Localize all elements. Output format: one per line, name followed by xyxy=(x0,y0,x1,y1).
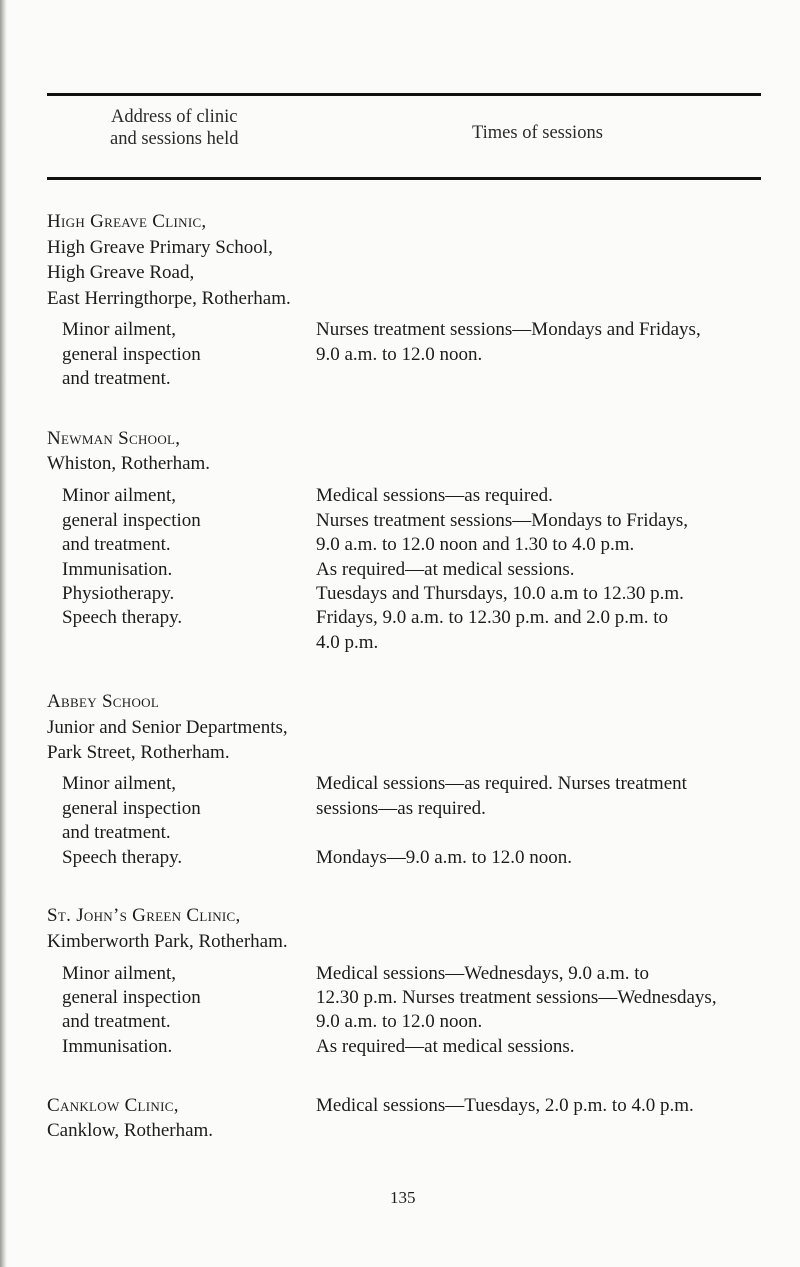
clinic-service-line: Minor ailment, xyxy=(62,485,176,506)
header-address-column xyxy=(110,106,238,150)
clinic-name: Newman School, xyxy=(47,428,181,449)
session-time-line: Tuesdays and Thursdays, 10.0 a.m to 12.30 p.m. xyxy=(316,583,684,604)
clinic-service-line: and treatment. xyxy=(62,822,171,843)
clinic-service-line: Speech therapy. xyxy=(62,847,183,868)
header-times-column: Times of sessions xyxy=(472,123,603,143)
session-time-line: Mondays—9.0 a.m. to 12.0 noon. xyxy=(316,847,572,868)
session-time-line: 9.0 a.m. to 12.0 noon and 1.30 to 4.0 p.m. xyxy=(316,534,635,555)
session-time-line: Medical sessions—Tuesdays, 2.0 p.m. to 4.0 p.m. xyxy=(316,1095,694,1116)
clinic-service-line: Speech therapy. xyxy=(62,607,183,628)
session-time-line: 12.30 p.m. Nurses treatment sessions—Wednesdays, xyxy=(316,987,717,1008)
clinic-address-line: High Greave Road, xyxy=(47,262,195,283)
session-time-line: 9.0 a.m. to 12.0 noon. xyxy=(316,344,483,365)
clinic-service-line: general inspection xyxy=(62,344,201,365)
clinic-service-line: Immunisation. xyxy=(62,559,173,580)
clinic-address-line: Whiston, Rotherham. xyxy=(47,453,211,474)
session-time-line: As required—at medical sessions. xyxy=(316,559,575,580)
session-time-line: Medical sessions—as required. Nurses treatment xyxy=(316,773,687,794)
clinic-service-line: Minor ailment, xyxy=(62,319,176,340)
clinic-service-line: and treatment. xyxy=(62,368,171,389)
session-time-line: 9.0 a.m. to 12.0 noon. xyxy=(316,1011,483,1032)
header-top-rule xyxy=(47,93,761,96)
clinic-service-line: Physiotherapy. xyxy=(62,583,175,604)
clinic-service-line: Immunisation. xyxy=(62,1036,173,1057)
session-time-line: Medical sessions—Wednesdays, 9.0 a.m. to xyxy=(316,963,650,984)
header-address-line2: and sessions held xyxy=(110,129,239,149)
clinic-address-line: East Herringthorpe, Rotherham. xyxy=(47,288,291,309)
clinic-address-line: Canklow, Rotherham. xyxy=(47,1120,214,1141)
session-time-line: As required—at medical sessions. xyxy=(316,1036,575,1057)
page-number: 135 xyxy=(390,1188,416,1207)
page-edge-shadow xyxy=(0,0,7,1267)
clinic-name: Canklow Clinic, xyxy=(47,1095,179,1116)
clinic-name: St. John’s Green Clinic, xyxy=(47,905,241,926)
clinic-address-line: Junior and Senior Departments, xyxy=(47,717,288,738)
clinic-address-line: High Greave Primary School, xyxy=(47,237,273,258)
session-time-line: Nurses treatment sessions—Mondays to Fridays, xyxy=(316,510,689,531)
clinic-service-line: and treatment. xyxy=(62,1011,171,1032)
clinic-service-line: general inspection xyxy=(62,510,201,531)
session-time-line: Fridays, 9.0 a.m. to 12.30 p.m. and 2.0 p.m. to xyxy=(316,607,669,628)
clinic-name: Abbey School xyxy=(47,691,160,712)
clinic-address-line: Park Street, Rotherham. xyxy=(47,742,230,763)
clinic-service-line: general inspection xyxy=(62,798,201,819)
session-time-line: 4.0 p.m. xyxy=(316,632,379,653)
header-bottom-rule xyxy=(47,177,761,180)
clinic-name: High Greave Clinic, xyxy=(47,211,207,232)
session-time-line: Nurses treatment sessions—Mondays and Fridays, xyxy=(316,319,701,340)
clinic-service-line: Minor ailment, xyxy=(62,773,176,794)
header-address-line1: Address of clinic xyxy=(111,107,238,127)
clinic-service-line: and treatment. xyxy=(62,534,171,555)
clinic-service-line: general inspection xyxy=(62,987,201,1008)
session-time-line: sessions—as required. xyxy=(316,798,486,819)
clinic-address-line: Kimberworth Park, Rotherham. xyxy=(47,931,288,952)
session-time-line: Medical sessions—as required. xyxy=(316,485,553,506)
clinic-service-line: Minor ailment, xyxy=(62,963,176,984)
